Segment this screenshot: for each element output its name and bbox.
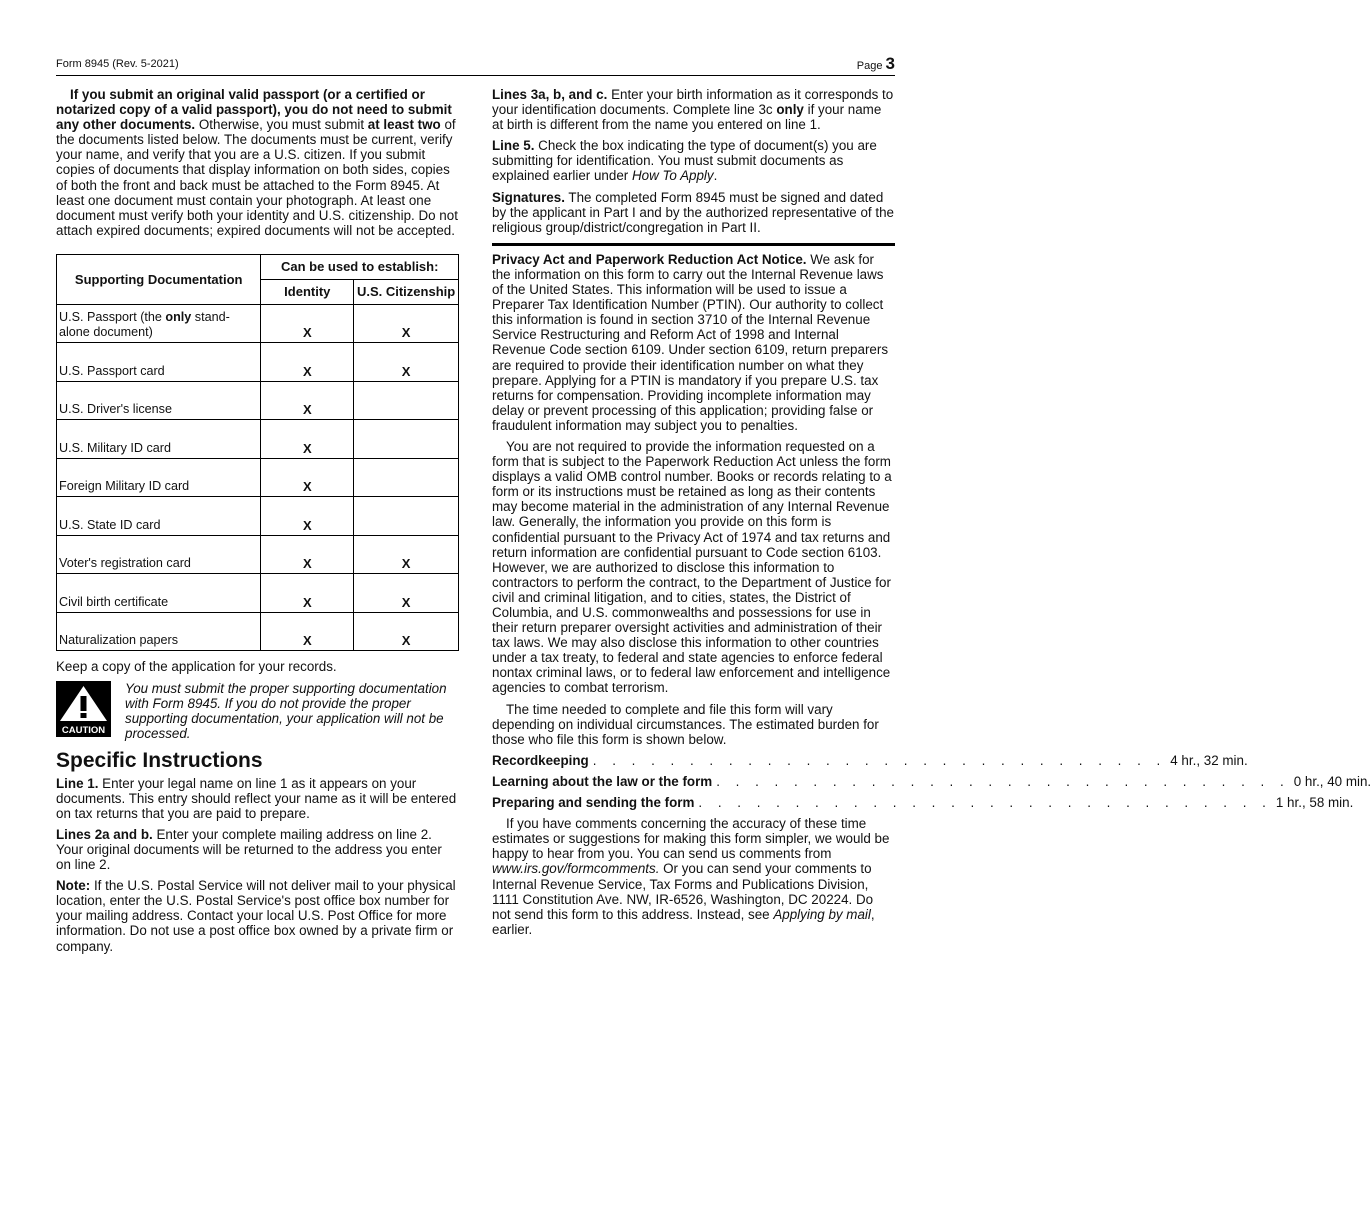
caution-icon <box>56 681 111 737</box>
line5-instruction: Line 5. Check the box indicating the type of document(s) you are submitting for identification. You must submit documents as explained earlier under How To Apply. <box>492 138 877 184</box>
right-column <box>492 87 1371 943</box>
col-header-documentation: Supporting Documentation <box>57 254 261 304</box>
col-header-identity: Identity <box>261 279 354 304</box>
table-row <box>57 458 459 497</box>
lines2-instruction: Lines 2a and b. Enter your complete mailing address on line 2. Your original documents will be returned to the address you enter on line 2. <box>56 826 442 873</box>
doc-name: U.S. State ID card <box>57 497 261 536</box>
leader-dots: . . . . . . . . . . . . . . . . . . . . . . . . . . . . . . <box>698 795 1272 811</box>
burden-value: 1 hr., 58 min. <box>1275 795 1354 811</box>
burden-row-preparing <box>492 795 1354 811</box>
table-row <box>57 343 459 382</box>
citizenship-mark <box>354 381 459 420</box>
doc-name: U.S. Passport card <box>57 343 261 382</box>
table-row <box>57 497 459 536</box>
citizenship-mark: X <box>354 304 459 343</box>
citizenship-mark <box>354 420 459 459</box>
table-row <box>57 574 459 613</box>
identity-mark: X <box>261 381 354 420</box>
caution-icon-label: CAUTION <box>61 724 106 736</box>
identity-mark: X <box>261 535 354 574</box>
page-header <box>56 54 895 74</box>
passport-intro: If you submit an original valid passport (or a certified or notarized copy of a valid passport), you do not need to submit any other documents. Otherwise, you must submit at least two of the documents listed below. The documents must be current, verify your name, and verify that you are a U.S. citizen. If you submit copies of documents that display information on both sides, copies of both the front and back must be attached to the Form 8945. At least one document must contain your photograph. At least one document must verify both your identity and U.S. citizenship. Do not attach expired documents; expired documents will not be accepted. <box>56 87 458 238</box>
supporting-docs-table <box>56 254 459 652</box>
page-number: 3 <box>885 54 895 73</box>
identity-mark: X <box>261 497 354 536</box>
keep-copy-note: Keep a copy of the application for your records. <box>56 659 337 675</box>
leader-dots: . . . . . . . . . . . . . . . . . . . . . . . . . . . . . . <box>716 773 1290 789</box>
table-row <box>57 381 459 420</box>
citizenship-mark: X <box>354 612 459 651</box>
burden-value: 0 hr., 40 min. <box>1293 773 1371 789</box>
signatures-instruction: Signatures. The completed Form 8945 must be signed and dated by the applicant in Part I and by the authorized representative of the religious group/district/congregation in Part II. <box>492 189 894 235</box>
citizenship-mark <box>354 458 459 497</box>
line1-instruction: Line 1. Enter your legal name on line 1 as it appears on your documents. This entry should reflect your name as it will be entered on tax returns that you are paid to prepare. <box>56 775 457 821</box>
identity-mark: X <box>261 612 354 651</box>
doc-name: Naturalization papers <box>57 612 261 651</box>
doc-name: Foreign Military ID card <box>57 458 261 497</box>
page-indicator <box>857 54 895 74</box>
identity-mark: X <box>261 343 354 382</box>
citizenship-mark <box>354 497 459 536</box>
burden-label: Preparing and sending the form <box>492 795 695 811</box>
identity-mark: X <box>261 458 354 497</box>
table-row <box>57 612 459 651</box>
citizenship-mark: X <box>354 574 459 613</box>
burden-row-recordkeeping <box>492 752 1248 768</box>
lines3-instruction: Lines 3a, b, and c. Enter your birth information as it corresponds to your identification documents. Complete line 3c only if your name at birth is different from the name you entered on line 1. <box>492 87 894 133</box>
doc-name: U.S. Driver's license <box>57 381 261 420</box>
header-rule <box>56 75 895 76</box>
citizenship-mark: X <box>354 535 459 574</box>
comments-paragraph: If you have comments concerning the accuracy of these time estimates or suggestions for making this form simpler, we would be happy to hear from you. You can send us comments from www.irs.gov/formcomments. Or you can send your comments to Internal Revenue Service, Tax Forms and Publications Division, 1111 Constitution Ave. NW, IR-6526, Washington, DC 20224. Do not send this form to this address. Instead, see Applying by mail, earlier. <box>492 816 890 937</box>
doc-name: U.S. Passport (the only stand-alone document) <box>57 304 261 343</box>
identity-mark: X <box>261 420 354 459</box>
specific-instructions-heading: Specific Instructions <box>56 748 263 772</box>
time-needed-paragraph: The time needed to complete and file this form will vary depending on individual circumstances. The estimated burden for those who file this form is shown below. <box>492 701 879 747</box>
burden-label: Learning about the law or the form <box>492 773 713 789</box>
identity-mark: X <box>261 574 354 613</box>
not-required-paragraph: You are not required to provide the information requested on a form that is subject to the Paperwork Reduction Act unless the form displays a valid OMB control number. Books or records relating to a form or its instructions must be retained as long as their contents may become material in the administration of any Internal Revenue law. Generally, the information you provide on this form is confidential pursuant to the Privacy Act of 1974 and tax returns and return information are confidential pursuant to Code section 6103. However, we are authorized to disclose this information to contractors to perform the contract, to the Department of Justice for civil and criminal litigation, and to cities, states, the District of Columbia, and U.S. commonwealths and possessions for use in their return preparer oversight activities and administration of their tax laws. We may also disclose this information to other countries under a tax treaty, to federal and state agencies to enforce federal nontax criminal laws, or to federal law enforcement and intelligence agencies to combat terrorism. <box>492 438 892 696</box>
postal-note: Note: If the U.S. Postal Service will not deliver mail to your physical location, enter the U.S. Postal Service's post office box number for your mailing address. Contact your local U.S. Post Office for more information. Do not use a post office box owned by a private firm or company. <box>56 878 456 954</box>
doc-name: U.S. Military ID card <box>57 420 261 459</box>
table-row <box>57 304 459 343</box>
citizenship-mark: X <box>354 343 459 382</box>
burden-row-learning <box>492 773 1371 789</box>
doc-name: Civil birth certificate <box>57 574 261 613</box>
comments-url: www.irs.gov/formcomments. <box>492 861 660 877</box>
col-header-citizenship: U.S. Citizenship <box>354 279 459 304</box>
identity-mark: X <box>261 304 354 343</box>
form-id: Form 8945 (Rev. 5-2021) <box>56 58 179 70</box>
caution-box <box>56 681 459 741</box>
col-header-establish: Can be used to establish: <box>261 254 459 279</box>
caution-text: You must submit the proper supporting documentation with Form 8945. If you do not provide the proper supporting documentation, your application will not be processed. <box>125 680 447 741</box>
burden-label: Recordkeeping <box>492 752 589 768</box>
doc-name: Voter's registration card <box>57 535 261 574</box>
privacy-notice: Privacy Act and Paperwork Reduction Act Notice. We ask for the information on this form to carry out the Internal Revenue laws of the United States. This information will be used to issue a Preparer Tax Identification Number (PTIN). Our authority to collect this information is found in section 3710 of the Internal Revenue Service Restructuring and Reform Act of 1998 and Internal Revenue Code section 6109. Under section 6109, return preparers are required to provide their identification number on what they prepare. Applying for a PTIN is mandatory if you prepare U.S. tax returns for compensation. Providing incomplete information may delay or prevent processing of this application; providing false or fraudulent information may subject you to penalties. <box>492 251 889 433</box>
section-divider <box>492 243 895 246</box>
burden-value: 4 hr., 32 min. <box>1170 752 1248 768</box>
page-label: Page <box>856 60 886 72</box>
table-row <box>57 535 459 574</box>
left-column <box>56 87 459 960</box>
table-row <box>57 420 459 459</box>
leader-dots: . . . . . . . . . . . . . . . . . . . . . . . . . . . . . . <box>592 752 1167 768</box>
